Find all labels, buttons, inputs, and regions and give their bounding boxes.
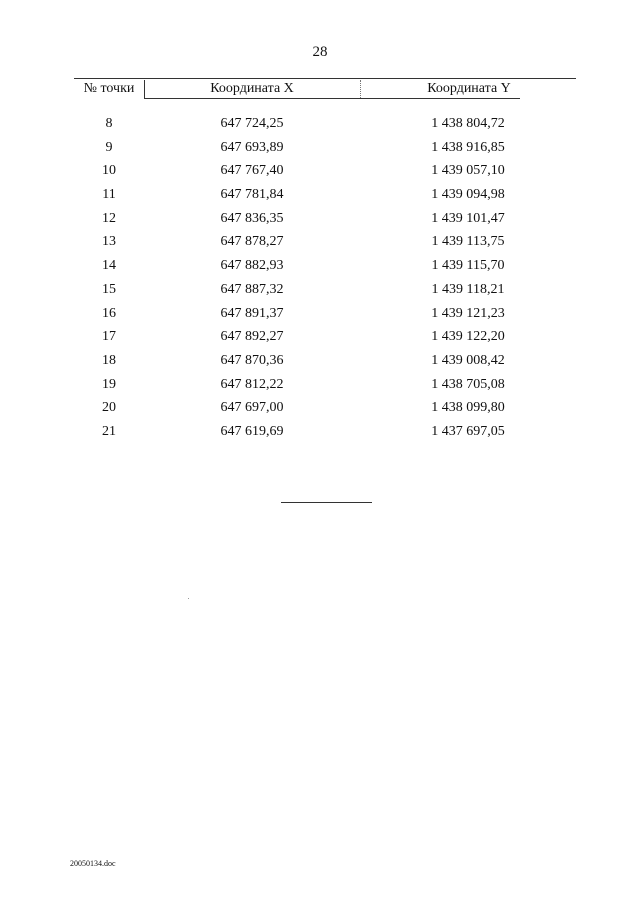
page-number: 28 (312, 44, 328, 60)
table-row (74, 161, 576, 185)
cell-coordinate-x: 647 812,22 (220, 376, 284, 392)
cell-point-number: 17 (102, 329, 116, 345)
cell-coordinate-y: 1 439 121,23 (431, 305, 505, 321)
table-row (74, 280, 576, 304)
table-row (74, 114, 576, 138)
cell-point-number: 14 (102, 258, 116, 274)
cell-coordinate-x: 647 882,93 (220, 258, 284, 274)
cell-point-number: 18 (102, 352, 116, 368)
table-row (74, 304, 576, 328)
cell-point-number: 8 (105, 116, 113, 131)
cell-coordinate-x: 647 891,37 (220, 305, 284, 321)
cell-coordinate-y: 1 439 122,20 (431, 329, 505, 345)
header-underline-y (360, 98, 520, 99)
footer-filename: 20050134.doc (70, 859, 116, 868)
cell-coordinate-x: 647 836,35 (220, 210, 284, 226)
cell-point-number: 10 (102, 163, 116, 179)
cell-coordinate-x: 647 724,25 (220, 116, 284, 131)
cell-point-number: 13 (102, 234, 116, 250)
cell-coordinate-y: 1 439 118,21 (431, 281, 505, 297)
cell-coordinate-x: 647 887,32 (220, 281, 284, 297)
cell-point-number: 20 (102, 400, 116, 416)
table-row (74, 138, 576, 162)
cell-point-number: 15 (102, 281, 116, 297)
cell-coordinate-y: 1 437 697,05 (431, 423, 505, 439)
table-row (74, 232, 576, 256)
table-row (74, 375, 576, 399)
coordinates-table-body (74, 114, 576, 446)
cell-point-number: 11 (102, 187, 116, 203)
table-row (74, 185, 576, 209)
table-row (74, 422, 576, 446)
cell-coordinate-x: 647 767,40 (220, 163, 284, 179)
header-coordinate-y: Координата Y (360, 80, 577, 98)
table-row (74, 327, 576, 351)
scan-speck (188, 598, 189, 599)
cell-coordinate-x: 647 697,00 (220, 400, 284, 416)
cell-coordinate-y: 1 438 804,72 (431, 116, 505, 131)
cell-point-number: 16 (102, 305, 116, 321)
cell-coordinate-y: 1 439 115,70 (431, 258, 505, 274)
cell-point-number: 21 (102, 423, 116, 439)
header-point-number: № точки (74, 80, 145, 98)
cell-coordinate-y: 1 439 057,10 (431, 163, 505, 179)
header-underline-x (144, 98, 360, 99)
table-row (74, 398, 576, 422)
cell-coordinate-y: 1 439 008,42 (431, 352, 505, 368)
header-coordinate-x: Координата X (210, 81, 294, 96)
cell-coordinate-y: 1 439 101,47 (431, 210, 505, 226)
cell-coordinate-y: 1 438 705,08 (431, 376, 505, 392)
cell-point-number: 9 (105, 139, 113, 155)
cell-coordinate-x: 647 892,27 (220, 329, 284, 345)
table-header (74, 78, 576, 99)
cell-point-number: 19 (102, 376, 116, 392)
cell-coordinate-x: 647 878,27 (220, 234, 284, 250)
cell-coordinate-y: 1 438 099,80 (431, 400, 505, 416)
cell-coordinate-x: 647 781,84 (220, 187, 284, 203)
end-separator-line (281, 502, 372, 503)
cell-coordinate-x: 647 619,69 (220, 423, 284, 439)
cell-coordinate-y: 1 438 916,85 (431, 139, 505, 155)
table-row (74, 351, 576, 375)
cell-coordinate-y: 1 439 113,75 (431, 234, 505, 250)
cell-coordinate-x: 647 870,36 (220, 352, 284, 368)
cell-coordinate-x: 647 693,89 (220, 139, 284, 155)
table-row (74, 256, 576, 280)
cell-coordinate-y: 1 439 094,98 (431, 187, 505, 203)
table-row (74, 209, 576, 233)
cell-point-number: 12 (102, 210, 116, 226)
